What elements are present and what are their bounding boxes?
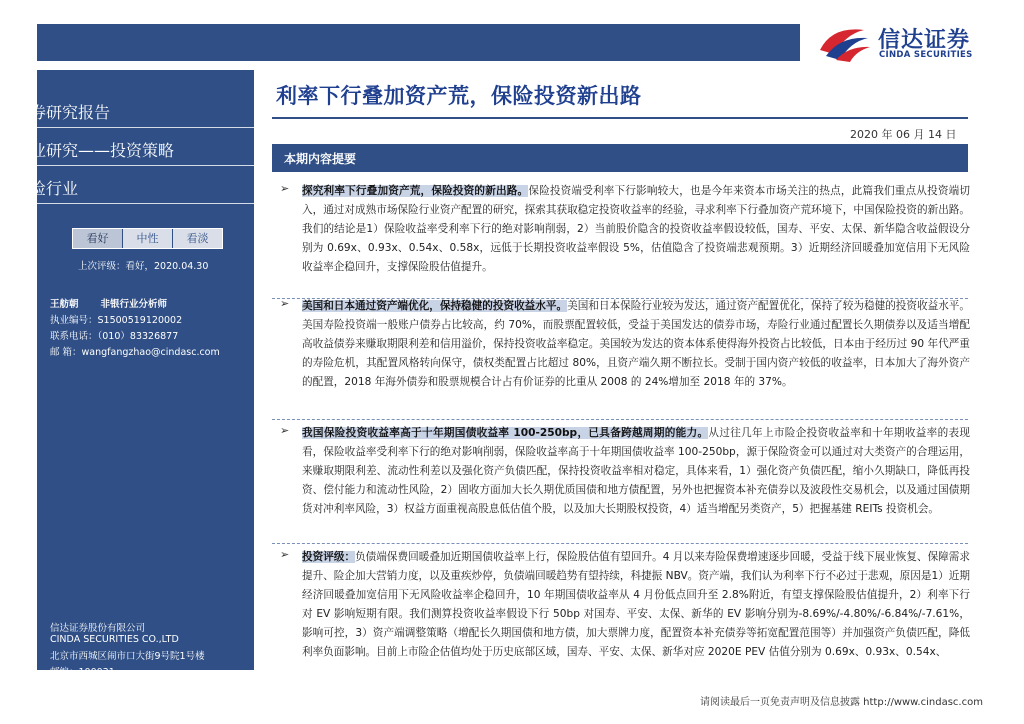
rating-option-positive: 看好 [73,229,123,248]
bullet-arrow-icon: ➢ [280,297,290,310]
bullet-arrow-icon: ➢ [280,182,290,195]
bullet-text [302,424,970,519]
report-type: 证券研究报告 [14,103,111,122]
company-address: 北京市西城区闹市口大街9号院1号楼 [50,651,205,662]
bullet-text [302,297,970,392]
section-title: 本期内容提要 [284,152,357,166]
report-title: 利率下行叠加资产荒，保险投资新出路 [276,84,642,108]
header-bar [37,24,800,61]
company-name-cn: 信达证券股份有限公司 [50,623,146,634]
bullet-lead: 美国和日本通过资产端优化，保持稳健的投资收益水平。 [302,300,568,312]
cinda-logo-mark-icon [812,20,874,64]
industry-name: 保险行业 [14,179,79,198]
bullet-lead: 探究利率下行叠加资产荒，保险投资的新出路。 [302,185,529,197]
bullet-body: 负债端保费回暖叠加近期国债收益率上行，保险股估值有望回升。4 月以来寿险保费增速逐步回暖，受益于线下展业恢复、保障需求提升、险企加大营销力度，以及重疾炒停，负债端回暖趋势有望持续，科捷振 NBV。资产端，我们认为利率下行不必过于悲观，原因是1）近期经济回暖叠加宽信用下无风险收益率企稳回升，10 年期国债收益率从 4 月份低点回升至 2.8%附近，有望支撑保险股估值提升，2）利率下行对 EV 影响短期有限。我们测算投资收益率假设下行 50bp 对国寿、平安、太保、新华的 EV 影响分别为-8.69%/-4.80%/-6.84%/-7.61%，影响可控，3）资产端调整策略（增配长久期国债和地方债，加大票牌力度，配置资本补充债券等拓宽配置范围等）并加强资产负债匹配，降低利率负面影响。目前上市险企估值均处于历史底部区域，国寿、平安、太保、新华对应 2020E PEV 估值分别为 0.69x、0.93x、0.54x、 [302,551,970,658]
analyst-email: 邮 箱：wangfangzhao@cindasc.com [50,347,220,358]
company-postcode: 邮编：100031 [50,667,115,678]
cinda-logo [812,20,992,64]
section-header [272,144,968,172]
bullet-text [302,548,970,662]
rating-option-negative: 看淡 [173,229,222,248]
title-divider [272,117,968,119]
bullet-body: 从过往几年上市险企投资收益率和十年期收益率的表现看，保险收益率受利率下行的绝对影响削弱，保险收益率高于十年期国债收益率 100-250bp，源于保险资金可以通过对大类资产的合理运用，来赚取期限利差、流动性利差以及强化资产负债匹配，保持投资收益率相对稳定，具体来看，1）强化资产负债匹配，缩小久期缺口，降低再投资、偿付能力和流动性风险，2）固收方面加大长久期优质国债和地方债配置，另外也把握资本补充债券以及波段性交易机会，以及通过国债期货对冲利率风险，3）权益方面重视高股息低估值个股，以及加大长期股权投资，4）适当增配另类资产，5）把握基建 REITs 投资机会。 [302,427,970,515]
rating-selector [72,228,223,249]
bullet-arrow-icon: ➢ [280,548,290,561]
bullet-arrow-icon: ➢ [280,424,290,437]
footer-disclaimer: 请阅读最后一页免责声明及信息披露 http://www.cindasc.com [700,697,983,708]
bullet-body: 美国和日本保险行业较为发达，通过资产配置优化，保持了较为稳健的投资收益水平。美国寿险投资端一般账户债券占比较高，约 70%，而股票配置较低，受益于美国发达的债券市场，寿险行业通过配置长久期债券以及适当增配高收益债券来赚取期限利差和信用溢价，保持投资收益率稳定。美国较为发达的资本体系使得海外投资占比较低，日本由于经历过 90 年代严重的寿险危机，其配置风格转向保守，债权类配置占比超过 80%，且资产端久期不断拉长。受制于国内资产较低的收益率，日本加大了海外资产的配置，2018 年海外债券和股票规模合计占有价证券的比重从 2008 的 24%增加至 2018 年的 37%。 [302,300,971,388]
analyst-name: 王舫朝 非银行业分析师 [50,299,168,310]
analyst-phone: 联系电话：（010）83326877 [50,331,179,342]
report-date: 2020 年 06 月 14 日 [850,128,957,141]
research-type: 行业研究——投资策略 [14,141,175,160]
bullet-lead: 我国保险投资收益率高于十年期国债收益率 100-250bp，已具备跨越周期的能力。 [302,427,709,439]
sidebar-divider [37,203,254,204]
company-name-en: CINDA SECURITIES CO.,LTD [50,634,179,645]
bullet-divider [272,543,968,544]
logo-text-cn: 信达证券 [878,28,971,53]
sidebar-divider [37,165,254,166]
bullet-lead: 投资评级： [302,551,356,563]
analyst-cert: 执业编号：S1500519120002 [50,315,183,326]
last-rating: 上次评级：看好，2020.04.30 [78,261,209,272]
bullet-text [302,182,970,277]
sidebar-divider [37,127,254,128]
rating-option-neutral: 中性 [123,229,173,248]
logo-text-en: CINDA SECURITIES [879,50,973,60]
bullet-divider [272,419,968,420]
bullet-body: 保险投资端受利率下行影响较大，也是今年来资本市场关注的热点，此篇我们重点从投资端切入，通过对成熟市场保险行业资产配置的研究，探索其获取稳定投资收益率的经验，寻求利率下行叠加资产荒环境下，中国保险投资的新出路。我们的结论是1）保险收益率受利率下行的绝对影响削弱，2）当前股价隐含的投资收益率假设较低，国寿、平安、太保、新华隐含收益假设分别为 0.69x、0.93x、0.54x、0.58x，远低于长期投资收益率假设 5%，估值隐含了投资端悲观预期。3）近期经济回暖叠加宽信用下无风险收益率企稳回升，支撑保险股估值提升。 [302,185,971,273]
